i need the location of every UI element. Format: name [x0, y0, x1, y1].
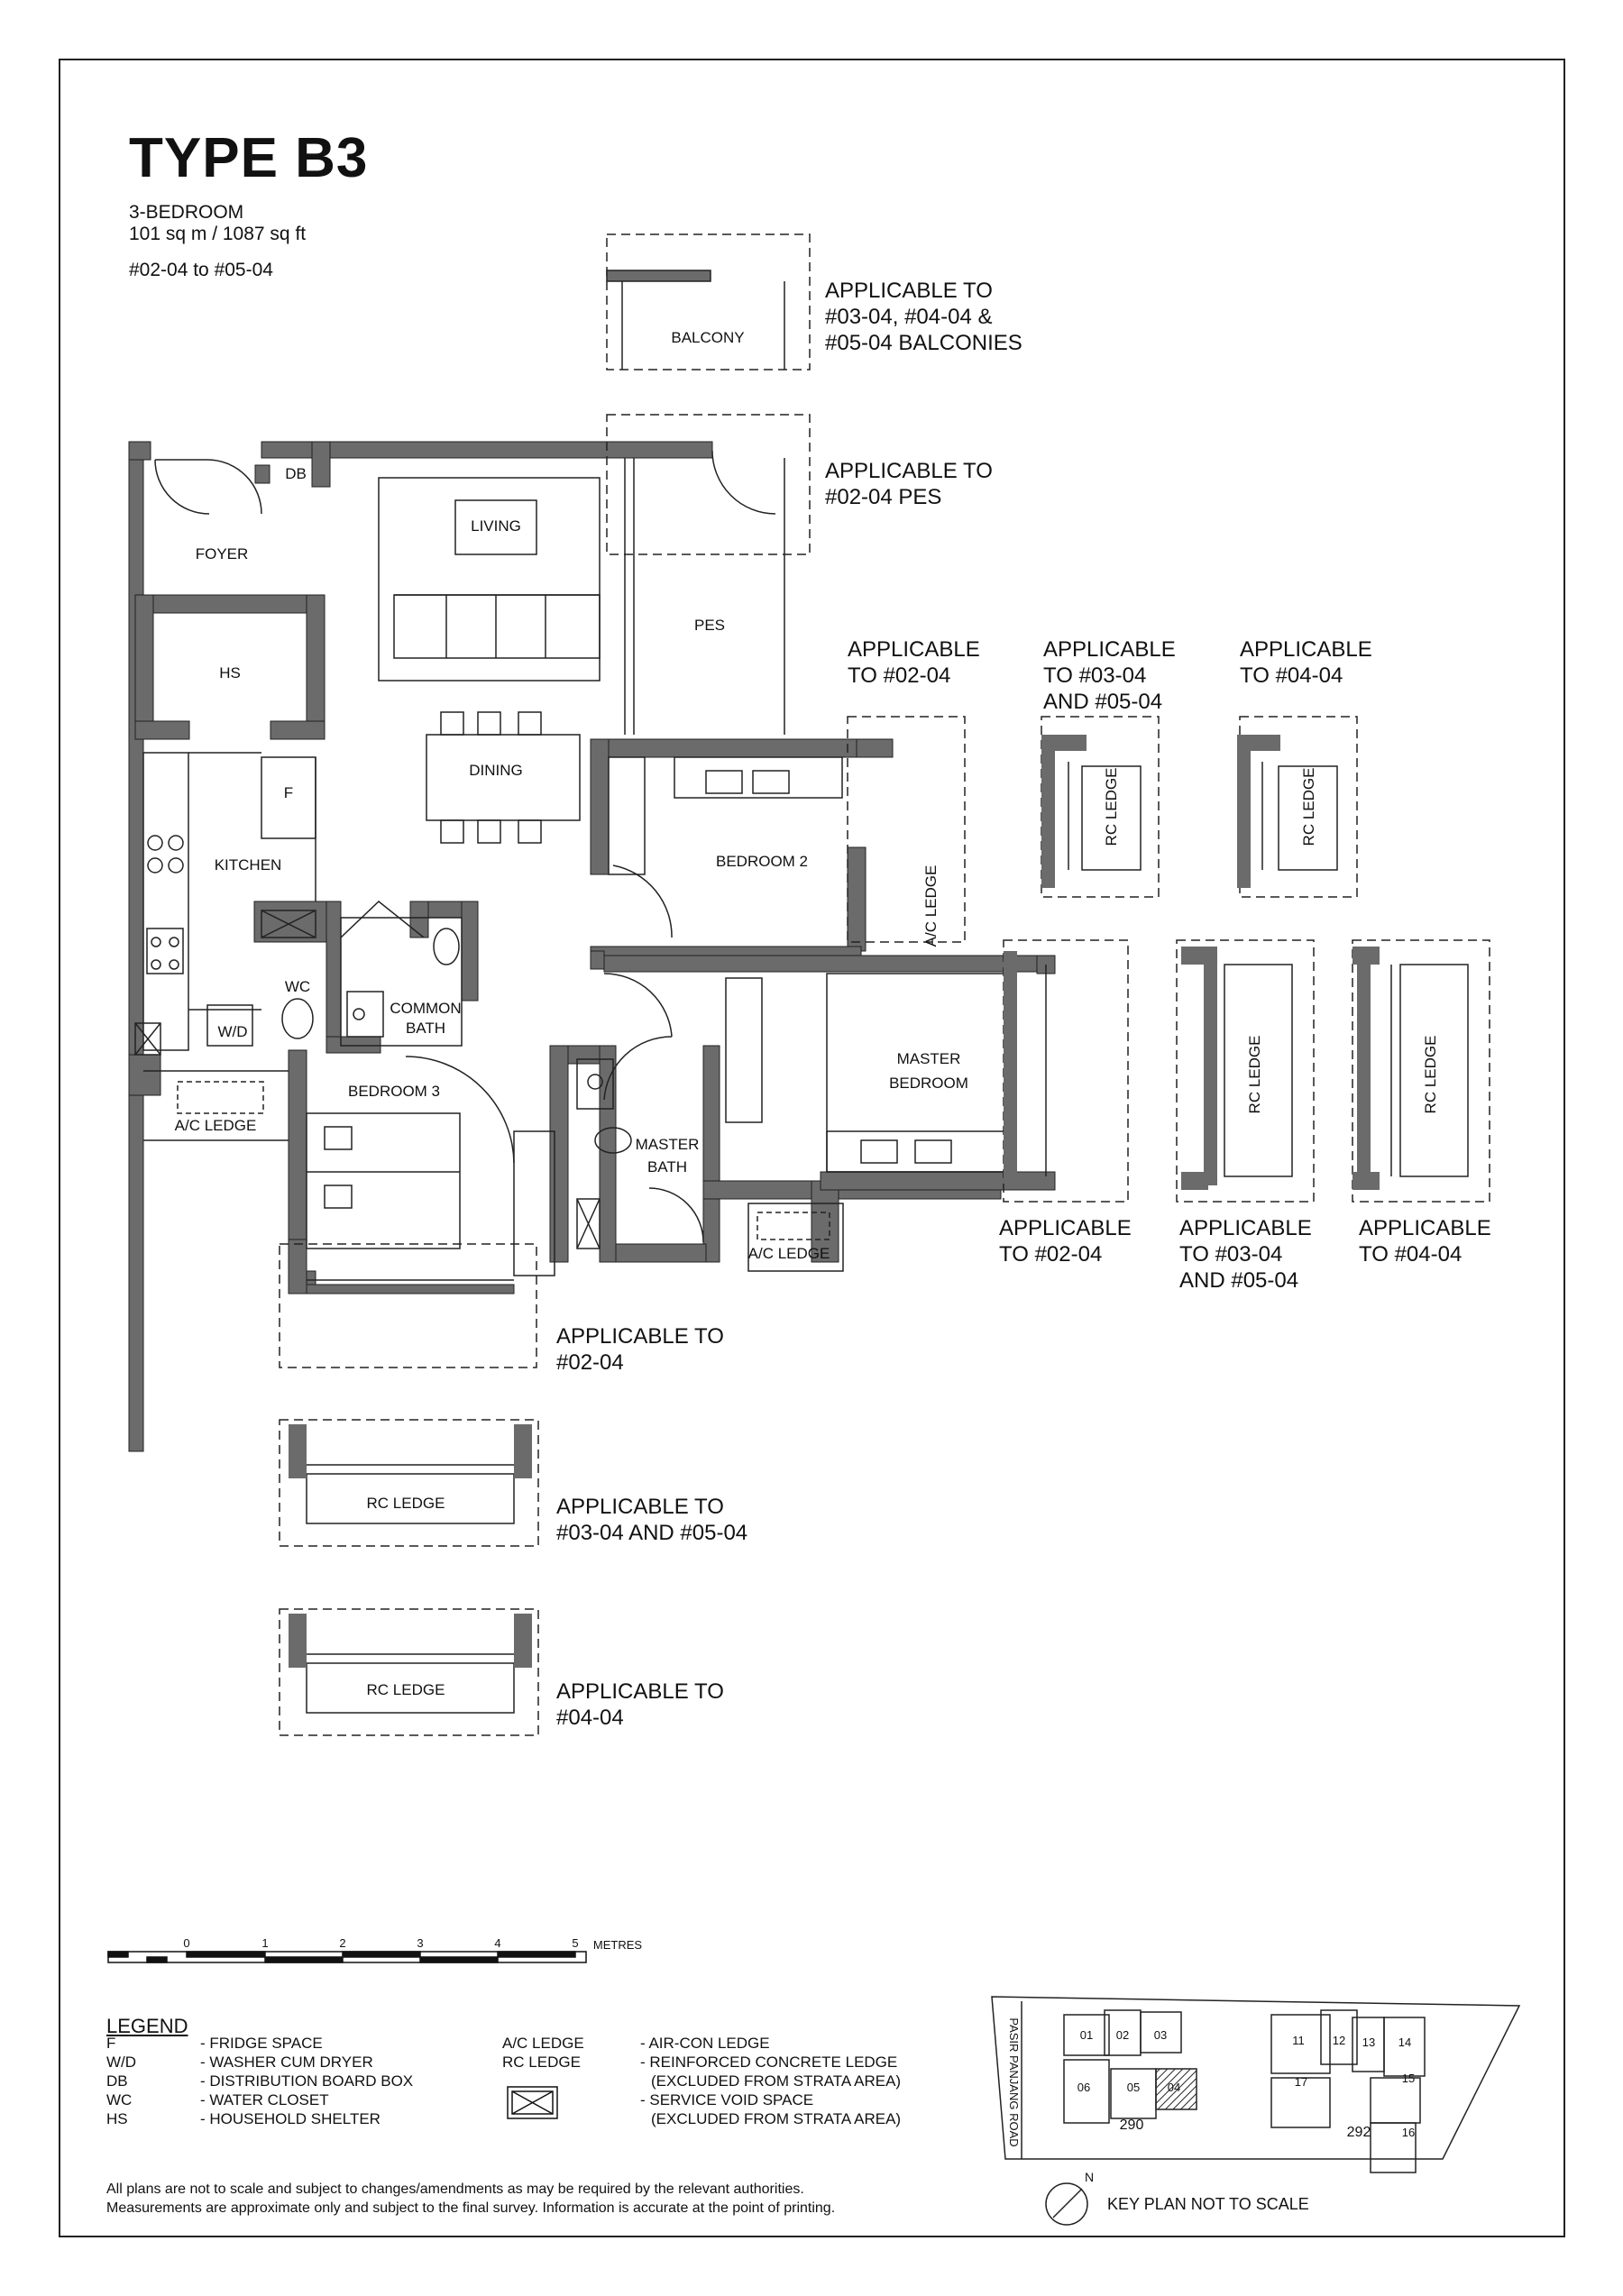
key-unit-06: 06 [1077, 2081, 1091, 2094]
room-pes: PES [693, 617, 726, 634]
room-dining: DINING [469, 762, 523, 779]
key-unit-01: 01 [1079, 2028, 1094, 2042]
room-kitchen: KITCHEN [214, 856, 282, 874]
room-common-bath-1: COMMON [390, 1000, 462, 1017]
rc-ledge-top-0304: RC LEDGE [1103, 767, 1120, 846]
unit-type: 3-BEDROOM [129, 202, 244, 223]
note-top-0404: APPLICABLE TO #04-04 [1240, 637, 1372, 688]
rc-ledge-right-0404: RC LEDGE [1422, 1035, 1439, 1114]
scale-unit: METRES [592, 1938, 643, 1952]
ac-ledge-vertical: A/C LEDGE [922, 864, 940, 947]
legend-left-descs: - FRIDGE SPACE - WASHER CUM DRYER - DISTRIBUTION BOARD BOX - WATER CLOSET - HOUSEHOLD SHELTER [200, 2035, 414, 2127]
room-master-bedroom-1: MASTER [896, 1050, 961, 1067]
room-fridge: F [283, 784, 294, 801]
room-hs: HS [219, 664, 241, 681]
room-foyer: FOYER [195, 545, 249, 563]
note-right-0304: APPLICABLE TO #03-04 AND #05-04 [1179, 1216, 1312, 1293]
room-common-bath-2: BATH [405, 1020, 446, 1037]
page-border [60, 59, 1564, 2237]
scale-tick-4: 4 [494, 1936, 501, 1950]
key-block-290: 290 [1119, 2118, 1144, 2133]
room-balcony: BALCONY [671, 329, 745, 346]
rc-ledge-bottom-1: RC LEDGE [366, 1495, 445, 1512]
disclaimer-line-1: All plans are not to scale and subject to changes/amendments as may be required by the relevant authorities. [106, 2182, 804, 2197]
key-unit-03: 03 [1153, 2028, 1168, 2042]
room-bedroom-3: BEDROOM 3 [347, 1083, 441, 1100]
key-unit-14: 14 [1398, 2035, 1412, 2049]
key-unit-04: 04 [1167, 2081, 1181, 2094]
note-right-0204: APPLICABLE TO #02-04 [999, 1216, 1132, 1267]
scale-tick-3: 3 [417, 1936, 424, 1950]
key-plan-caption: KEY PLAN NOT TO SCALE [1107, 2195, 1309, 2213]
room-wd: W/D [217, 1023, 248, 1040]
unit-area: 101 sq m / 1087 sq ft [129, 224, 307, 244]
note-balcony: APPLICABLE TO #03-04, #04-04 & #05-04 BALCONIES [825, 279, 1022, 355]
legend-right-descs: - AIR-CON LEDGE - REINFORCED CONCRETE LEDGE (EXCLUDED FROM STRATA AREA) - SERVICE VOID SPACE (EXCLUDED FROM STRATA AREA) [640, 2035, 902, 2127]
room-wc: WC [284, 978, 311, 995]
room-ac-ledge-master: A/C LEDGE [747, 1245, 830, 1262]
rc-ledge-right-0304: RC LEDGE [1246, 1035, 1263, 1114]
note-pes: APPLICABLE TO #02-04 PES [825, 459, 993, 509]
scale-tick-0: 0 [183, 1936, 190, 1950]
scale-tick-2: 2 [339, 1936, 346, 1950]
key-block-292: 292 [1346, 2125, 1371, 2140]
key-unit-15: 15 [1401, 2072, 1416, 2085]
note-bottom-0404: APPLICABLE TO #04-04 [556, 1679, 724, 1730]
note-right-0404: APPLICABLE TO #04-04 [1359, 1216, 1491, 1267]
service-void-symbol [508, 2087, 557, 2118]
unit-numbers: #02-04 to #05-04 [129, 260, 273, 280]
note-top-0204: APPLICABLE TO #02-04 [848, 637, 980, 688]
note-bottom-0204: APPLICABLE TO #02-04 [556, 1324, 724, 1375]
room-master-bedroom-2: BEDROOM [889, 1075, 968, 1092]
legend-title: LEGEND [106, 2015, 188, 2037]
key-unit-13: 13 [1362, 2035, 1376, 2049]
key-unit-05: 05 [1126, 2081, 1141, 2094]
key-unit-16: 16 [1401, 2126, 1416, 2139]
key-unit-02: 02 [1115, 2028, 1130, 2042]
legend-right-codes: A/C LEDGE RC LEDGE [502, 2035, 584, 2071]
key-north: N [1084, 2170, 1095, 2184]
plan-title: TYPE B3 [129, 127, 369, 189]
room-bedroom-2: BEDROOM 2 [715, 853, 809, 870]
key-unit-11: 11 [1292, 2034, 1305, 2047]
disclaimer-line-2: Measurements are approximate only and subject to the final survey. Information is accurate at the point of printing. [106, 2200, 836, 2216]
note-bottom-0304: APPLICABLE TO #03-04 AND #05-04 [556, 1495, 748, 1545]
scale-tick-1: 1 [261, 1936, 269, 1950]
walls [129, 442, 1055, 1451]
room-db: DB [285, 465, 307, 482]
rc-ledge-top-0404: RC LEDGE [1300, 767, 1317, 846]
room-ac-ledge-left: A/C LEDGE [174, 1117, 257, 1134]
legend-left-codes: F W/D DB WC HS [106, 2035, 137, 2127]
room-living: LIVING [471, 517, 521, 535]
key-unit-12: 12 [1332, 2034, 1346, 2047]
scale-bar [108, 1952, 586, 1962]
note-top-0304: APPLICABLE TO #03-04 AND #05-04 [1043, 637, 1176, 714]
room-master-bath-1: MASTER [635, 1136, 700, 1153]
room-master-bath-2: BATH [646, 1158, 688, 1175]
scale-tick-5: 5 [572, 1936, 579, 1950]
key-road: PASIR PANJANG ROAD [1007, 2017, 1021, 2147]
key-plan [992, 1997, 1519, 2225]
key-unit-17: 17 [1294, 2075, 1308, 2089]
rc-ledge-bottom-2: RC LEDGE [366, 1681, 445, 1698]
